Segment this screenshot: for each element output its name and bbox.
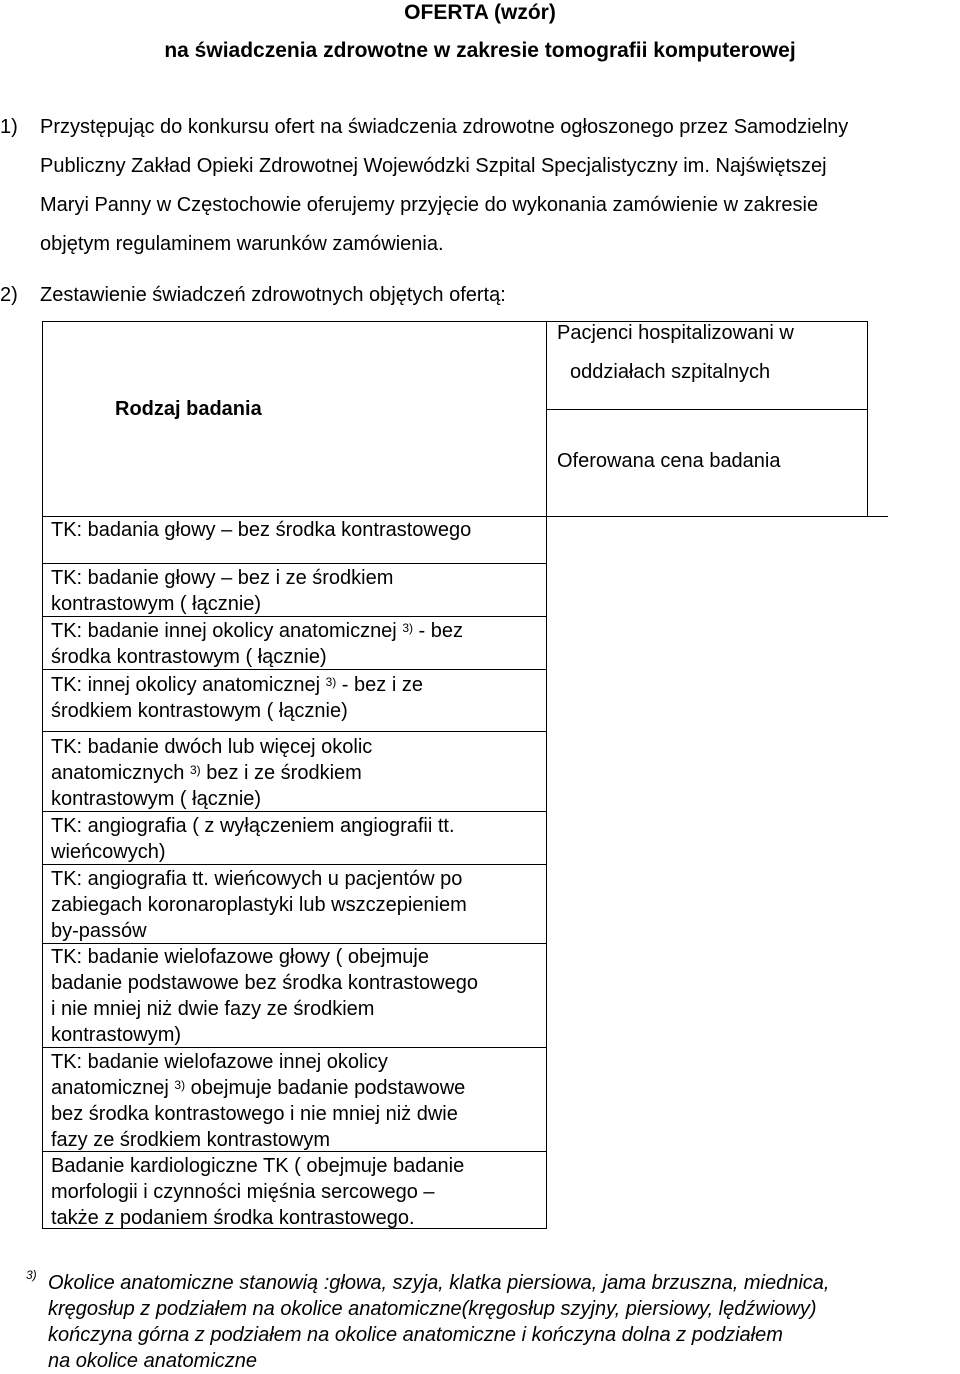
row-text: TK: badanie głowy – bez i ze środkiem — [51, 567, 394, 589]
table-row — [51, 1049, 465, 1153]
table-row — [51, 517, 471, 543]
row-text: środkiem kontrastowym ( łącznie) — [51, 700, 348, 722]
row-text: - bez — [413, 620, 464, 642]
row-text: fazy ze środkiem kontrastowym — [51, 1129, 330, 1151]
row-text: obejmuje badanie podstawowe — [185, 1077, 466, 1099]
row-text: anatomicznych — [51, 762, 185, 784]
header-subdivider — [546, 409, 867, 410]
row-text: środka kontrastowym ( łącznie) — [51, 646, 327, 668]
table-row — [51, 1153, 464, 1231]
row-text: TK: badanie innej okolicy anatomicznej — [51, 620, 397, 642]
table-row — [51, 672, 423, 724]
row-text: by-passów — [51, 920, 147, 942]
footnote-ref: 3) — [189, 763, 201, 777]
row-text: TK: badanie wielofazowe głowy ( obejmuje — [51, 946, 429, 968]
row-divider — [42, 731, 546, 732]
row-text: - bez i ze — [336, 674, 423, 696]
footnote-line: na okolice anatomiczne — [48, 1350, 258, 1372]
footnote-ref: 3) — [402, 621, 413, 635]
table-row — [51, 866, 467, 944]
row-text: Badanie kardiologiczne TK ( obejmuje badanie — [51, 1155, 465, 1177]
row-text: TK: innej okolicy anatomicznej — [51, 674, 321, 696]
table-row — [51, 734, 372, 812]
section-1-line: Maryi Panny w Częstochowie oferujemy przyjęcie do wykonania zamówienie w zakresie — [40, 194, 819, 216]
row-text: TK: angiografia tt. wieńcowych u pacjentów po — [51, 868, 463, 890]
row-text: kontrastowym) — [51, 1024, 182, 1046]
column-header-patients-line2: oddziałach szpitalnych — [570, 361, 771, 383]
section-2-text: Zestawienie świadczeń zdrowotnych objętych ofertą: — [40, 284, 506, 306]
column-header-price: Oferowana cena badania — [557, 450, 781, 472]
table-border-left — [42, 321, 43, 1229]
footnote-marker: 3) — [26, 1268, 37, 1282]
table-row — [51, 944, 478, 1048]
row-text: TK: angiografia ( z wyłączeniem angiografii tt. — [51, 815, 455, 837]
column-header-patients-line1: Pacjenci hospitalizowani w — [557, 322, 794, 344]
table-column-divider — [546, 321, 547, 1229]
row-text: badanie podstawowe bez środka kontrastowego — [51, 972, 478, 994]
section-1-line: objętym regulaminem warunków zamówienia. — [40, 233, 444, 255]
document-title: OFERTA (wzór) — [404, 1, 556, 24]
section-1-number: 1) — [0, 116, 18, 138]
row-text: morfologii i czynności mięśnia sercowego – — [51, 1181, 435, 1203]
section-1-text — [40, 108, 960, 264]
row-divider — [42, 563, 546, 564]
row-text: bez środka kontrastowego i nie mniej niż dwie — [51, 1103, 458, 1125]
table-row — [51, 565, 393, 617]
row-text: kontrastowym ( łącznie) — [51, 788, 262, 810]
document-subtitle: na świadczenia zdrowotne w zakresie tomografii komputerowej — [164, 39, 796, 62]
row-text: TK: badanie wielofazowe innej okolicy — [51, 1051, 388, 1073]
row-text: i nie mniej niż dwie fazy ze środkiem — [51, 998, 375, 1020]
footnote-line: Okolice anatomiczne stanowią :głowa, szyja, klatka piersiowa, jama brzuszna, miednica, — [48, 1272, 830, 1294]
footnote-text — [48, 1270, 953, 1374]
row-text: anatomicznej — [51, 1077, 169, 1099]
row-text: kontrastowym ( łącznie) — [51, 593, 262, 615]
row-text: TK: badania głowy – bez środka kontrastowego — [51, 519, 472, 541]
table-row — [51, 813, 455, 865]
row-text: TK: badanie dwóch lub więcej okolic — [51, 736, 373, 758]
footnote-line: kończyna górna z podziałem na okolice anatomiczne i kończyna dolna z podziałem — [48, 1324, 783, 1346]
column-header-type: Rodzaj badania — [115, 398, 262, 420]
footnote-ref: 3) — [325, 675, 337, 689]
footnote-line: kręgosłup z podziałem na okolice anatomiczne(kręgosłup szyjny, piersiowy, lędźwiowy) — [48, 1298, 817, 1320]
section-1-line: Publiczny Zakład Opieki Zdrowotnej Wojewódzki Szpital Specjalistyczny im. Najświętszej — [40, 155, 827, 177]
row-text: wieńcowych) — [51, 841, 166, 863]
footnote-ref: 3) — [174, 1078, 186, 1092]
table-row — [51, 618, 463, 670]
row-text: zabiegach koronaroplastyki lub wszczepieniem — [51, 894, 467, 916]
section-1-line: Przystępując do konkursu ofert na świadczenia zdrowotne ogłoszonego przez Samodzielny — [40, 116, 849, 138]
section-2-number: 2) — [0, 284, 18, 306]
row-text: także z podaniem środka kontrastowego. — [51, 1207, 415, 1229]
table-border-right — [867, 321, 868, 517]
row-text: bez i ze środkiem — [200, 762, 362, 784]
